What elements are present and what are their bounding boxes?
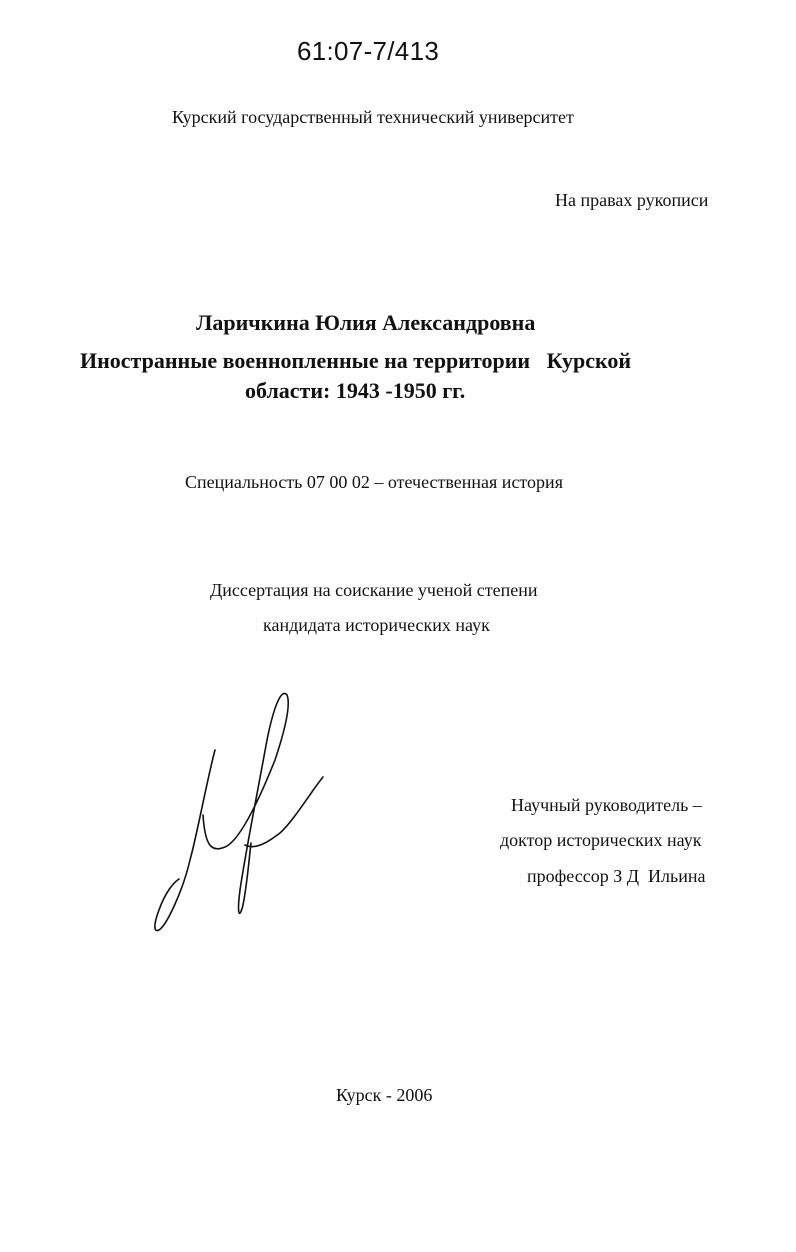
thesis-title-line1: Иностранные военнопленные на территории Курской bbox=[80, 348, 632, 373]
university-name: Курский государственный технический университет bbox=[172, 107, 574, 127]
supervisor-label: Научный руководитель – bbox=[511, 795, 702, 815]
specialty: Специальность 07 00 02 – отечественная история bbox=[185, 472, 563, 492]
rights-note: На правах рукописи bbox=[555, 190, 709, 210]
dissertation-degree-line1: Диссертация на соискание ученой степени bbox=[210, 580, 538, 600]
catalog-code: 61:07-7/413 bbox=[297, 36, 440, 66]
author-name: Ларичкина Юлия Александровна bbox=[196, 310, 536, 335]
supervisor-name: профессор З Д Ильина bbox=[527, 866, 706, 886]
signature-image bbox=[145, 685, 335, 935]
city-year: Курск - 2006 bbox=[336, 1085, 433, 1105]
dissertation-degree-line2: кандидата исторических наук bbox=[263, 615, 490, 635]
thesis-title-line2: области: 1943 -1950 гг. bbox=[245, 378, 466, 403]
supervisor-degree: доктор исторических наук bbox=[500, 830, 702, 850]
